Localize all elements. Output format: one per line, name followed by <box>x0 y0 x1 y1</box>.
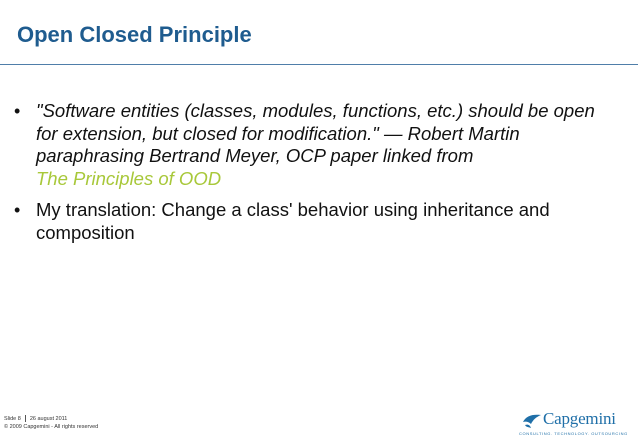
capgemini-logo <box>519 406 631 438</box>
principles-of-ood-link[interactable]: The Principles of OOD <box>36 167 222 189</box>
footer-copyright: © 2009 Capgemini - All rights reserved <box>4 424 99 430</box>
footer <box>4 415 98 431</box>
slide-number: Slide 8 <box>4 416 21 422</box>
bullet-item-quote <box>14 100 619 190</box>
bullet-icon: • <box>14 200 21 220</box>
title-divider <box>0 64 638 65</box>
footer-top-line <box>4 415 98 423</box>
quote-text: "Software entities (classes, modules, functions, etc.) should be open for extension, but closed for modification." — Robert Martin paraphrasing Bertrand Meyer, OCP paper linked from <box>36 100 595 166</box>
footer-date: 26 august 2011 <box>29 416 68 422</box>
logo-tagline: CONSULTING. TECHNOLOGY. OUTSOURCING <box>519 431 628 436</box>
bullet-icon: • <box>14 101 21 121</box>
slide-title: Open Closed Principle <box>17 22 252 47</box>
spade-logo-icon <box>521 412 543 430</box>
logo-wordmark: Capgemini <box>543 409 616 428</box>
bullet-list <box>14 100 619 253</box>
bullet-item-translation <box>14 199 619 244</box>
translation-text: My translation: Change a class' behavior using inheritance and composition <box>36 199 550 243</box>
footer-separator <box>25 415 26 422</box>
